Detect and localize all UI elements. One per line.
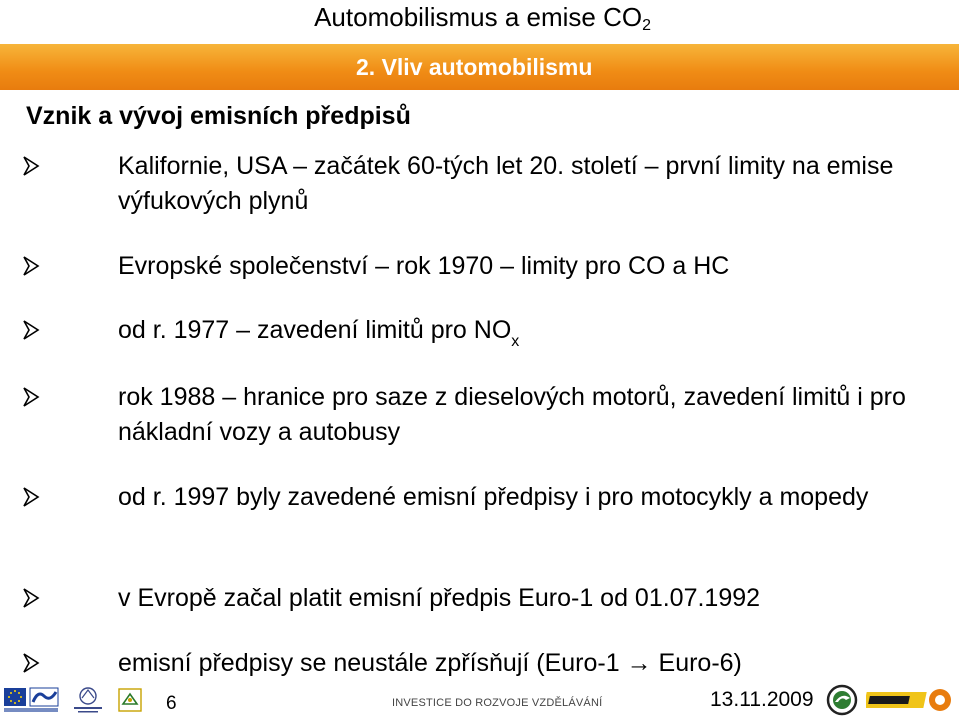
header-title-main: Automobilismus a emise CO xyxy=(314,2,643,32)
partner-logo xyxy=(866,686,954,714)
header-title xyxy=(314,2,651,41)
school-logo xyxy=(116,686,144,714)
bullet-text: od r. 1997 byly zavedené emisní předpisy i pro motocykly a mopedy xyxy=(118,483,869,511)
bullet-text: emisní předpisy se neustále zpřísňují (Euro-1 → Euro-6) xyxy=(118,649,742,677)
bullet-text: rok 1988 – hranice pro saze z dieselových motorů, zavedení limitů i pro nákladní vozy a autobusy xyxy=(118,383,906,446)
arrowhead-bullet-icon xyxy=(22,319,40,341)
arrowhead-bullet-icon xyxy=(22,386,40,408)
arrowhead-bullet-icon xyxy=(22,155,40,177)
arrowhead-bullet-icon xyxy=(22,255,40,277)
arrowhead-bullet-icon xyxy=(22,486,40,508)
bullet-text-main: od r. 1977 – zavedení limitů pro NO xyxy=(118,316,512,344)
slide-date: 13.11.2009 xyxy=(710,688,814,711)
arrowhead-bullet-icon xyxy=(22,587,40,609)
slide-title: Vznik a vývoj emisních předpisů xyxy=(26,102,411,130)
skoda-logo xyxy=(826,684,858,716)
bullet-text xyxy=(118,313,938,359)
section-label: 2. Vliv automobilismu xyxy=(356,54,593,80)
header-title-subscript: 2 xyxy=(642,17,651,34)
ministry-logo xyxy=(70,686,106,714)
bullet-text-subscript: x xyxy=(511,333,520,350)
bullet-text: Evropské společenství – rok 1970 – limity pro CO a HC xyxy=(118,252,730,280)
bullet-text: Kalifornie, USA – začátek 60-tých let 20. století – první limity na emise výfukových plynů xyxy=(118,152,894,215)
arrowhead-bullet-icon xyxy=(22,652,40,674)
investment-slogan: INVESTICE DO ROZVOJE VZDĚLÁVÁNÍ xyxy=(392,697,603,709)
page-number: 6 xyxy=(166,693,177,714)
bullet-text: v Evropě začal platit emisní předpis Euro-1 od 01.07.1992 xyxy=(118,584,761,612)
eu-esf-logo xyxy=(4,686,60,714)
